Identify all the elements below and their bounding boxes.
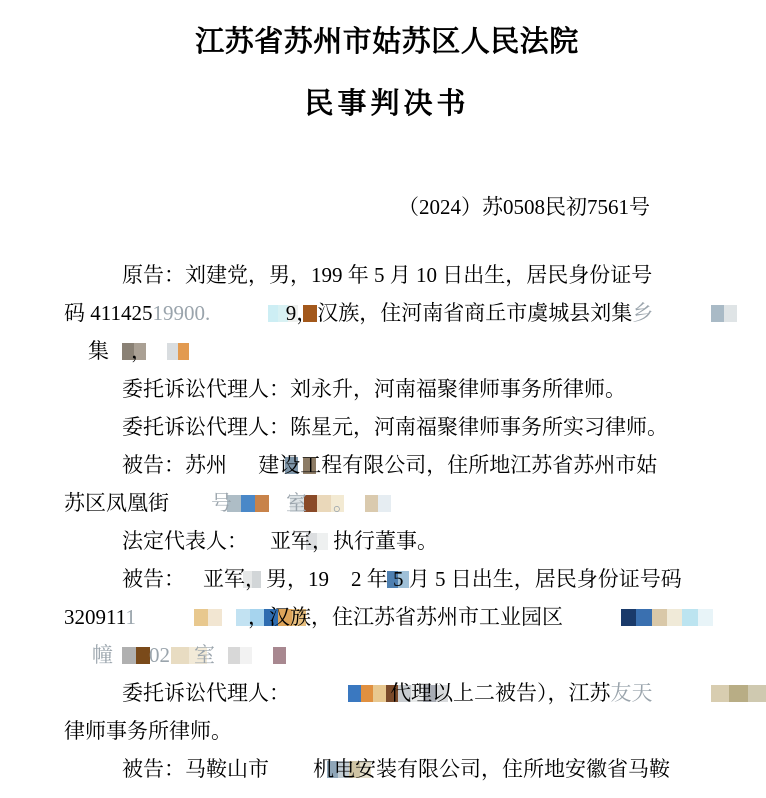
- redaction-mosaic: [170, 647, 194, 664]
- text-run: 9，汉族，住河南省商丘市虞城县刘集: [259, 301, 633, 325]
- text-run: 码 411425: [64, 301, 153, 325]
- redaction-mosaic: [169, 495, 211, 512]
- text-run: 建设工程有限公司，住所地江苏省苏州市姑: [258, 453, 658, 477]
- redaction-mosaic: [109, 343, 131, 360]
- redacted-faint-text: 号: [211, 491, 232, 515]
- text-run: 律师事务所律师。: [64, 719, 232, 743]
- text-run: ，汉族，住江苏省苏州市工业园区: [247, 605, 563, 629]
- text-run: 委托诉讼代理人：陈星元，河南福聚律师事务所实习律师。: [122, 415, 668, 439]
- redacted-faint-text: 友天: [610, 681, 653, 705]
- redacted-faint-text: 幢: [92, 643, 113, 667]
- text-run: 被告：苏州: [122, 453, 227, 477]
- paragraph: [64, 256, 710, 370]
- redaction-mosaic: [653, 685, 709, 702]
- redaction-mosaic: [653, 305, 679, 322]
- paragraph: [64, 560, 710, 674]
- text-run: 代理以上二被告），江苏: [390, 681, 611, 705]
- redaction-mosaic: [136, 609, 248, 626]
- redaction-mosaic: [113, 647, 149, 664]
- redaction-mosaic: [232, 495, 286, 512]
- document-type-title: 民事判决书: [304, 88, 470, 120]
- paragraph: [64, 408, 710, 446]
- court-name-title: 江苏省苏州市姑苏区人民法院: [195, 26, 579, 58]
- text-run: 委托诉讼代理人：: [122, 681, 290, 705]
- redacted-faint-text: 02: [149, 643, 170, 667]
- paragraph: [64, 750, 710, 788]
- redaction-mosaic: [64, 647, 92, 664]
- redaction-mosaic: [307, 495, 333, 512]
- paragraph: [64, 522, 710, 560]
- text-run: 法定代表人：: [122, 529, 248, 553]
- redaction-mosaic: [563, 609, 655, 626]
- text-run: 机电安装有限公司，住所地安徽省马鞍: [313, 757, 670, 781]
- redaction-mosaic: [245, 305, 259, 322]
- text-run: ，: [131, 339, 152, 363]
- paragraph: [64, 446, 710, 522]
- redaction-mosaic: [248, 533, 270, 550]
- text-run: 亚军，男，19: [203, 567, 329, 591]
- text-run: 被告：: [122, 567, 185, 591]
- redaction-mosaic: [329, 571, 351, 588]
- text-run: 2 年 5 月 5 日出生，居民身份证号码: [351, 567, 682, 591]
- text-run: 被告：马鞍山市: [122, 757, 269, 781]
- redaction-mosaic: [269, 761, 313, 778]
- redaction-mosaic: [215, 647, 228, 664]
- redaction-mosaic: [227, 457, 240, 474]
- redacted-faint-text: 室: [194, 643, 215, 667]
- text-run: 集: [88, 339, 109, 363]
- redaction-mosaic: [245, 457, 258, 474]
- redacted-faint-text: 1: [125, 605, 136, 629]
- redacted-faint-text: 乡: [632, 301, 654, 325]
- redaction-mosaic: [185, 571, 203, 588]
- text-run: 亚军，执行董事。: [270, 529, 438, 553]
- redaction-mosaic: [290, 685, 390, 702]
- document-body: [64, 256, 710, 788]
- text-run: 委托诉讼代理人：刘永升，河南福聚律师事务所律师。: [122, 377, 626, 401]
- text-run: 原告：刘建党，男，199 年 5 月 10 日出生，居民身份证号: [122, 263, 653, 287]
- text-run: 320911: [64, 605, 126, 629]
- redaction-mosaic: [210, 305, 240, 322]
- paragraph: [64, 674, 710, 750]
- paragraph: [64, 370, 710, 408]
- case-number: （2024）苏0508民初7561号: [398, 195, 650, 219]
- redacted-faint-text: 19900.: [152, 301, 211, 325]
- redacted-faint-text: 室: [286, 491, 307, 515]
- redacted-faint-text: 。: [333, 491, 354, 515]
- redaction-mosaic: [64, 343, 88, 360]
- text-run: 苏区凤凰街: [64, 491, 169, 515]
